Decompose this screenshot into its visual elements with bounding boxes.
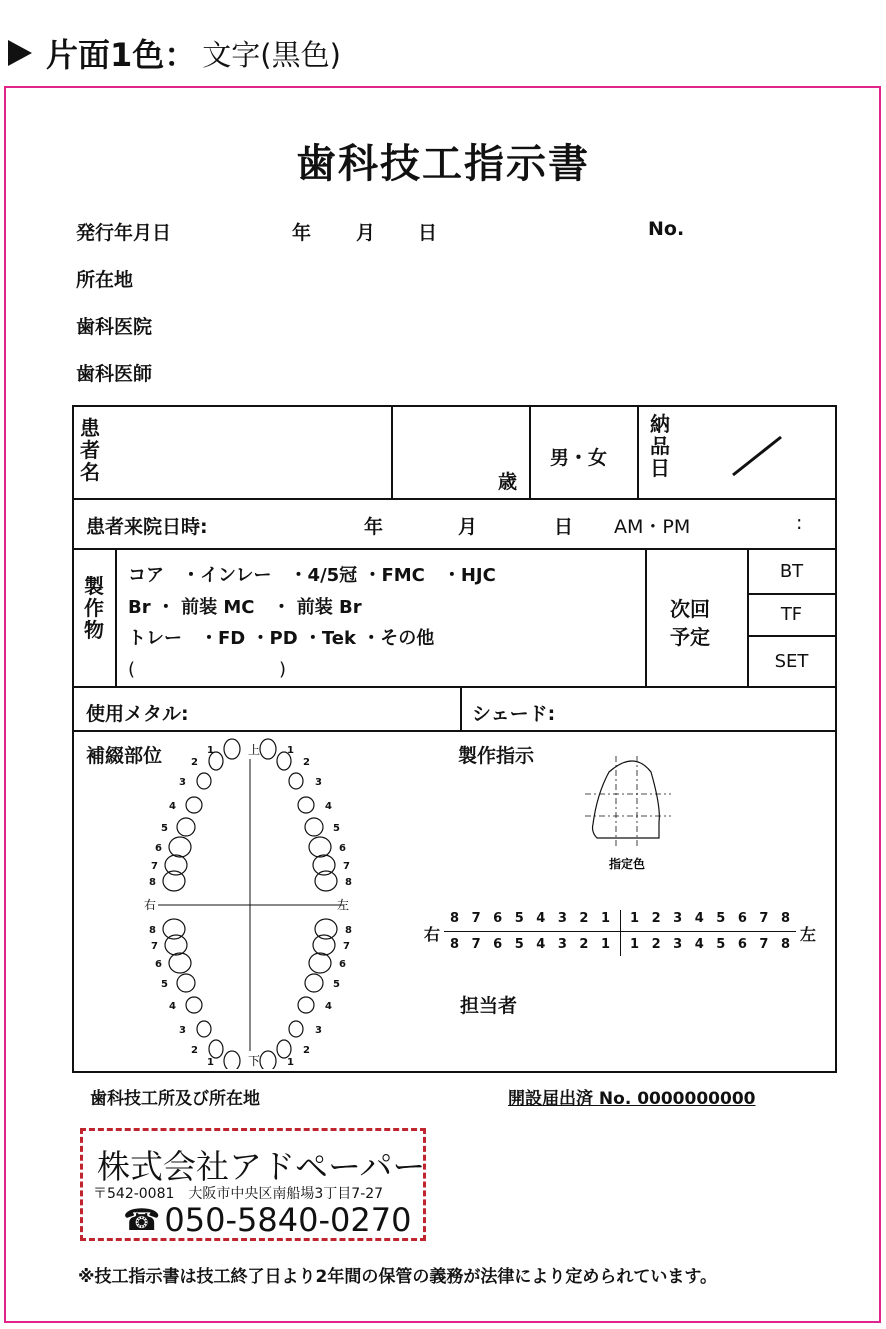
tooth-outline (305, 818, 323, 836)
tooth-number: 3 (557, 937, 567, 952)
tooth-number: 5 (716, 937, 726, 952)
number-label: No. (648, 218, 685, 240)
tooth-number: 4 (694, 911, 704, 926)
company-name: 株式会社アドペーパー (97, 1147, 426, 1186)
arch-tooth-number: 5 (333, 979, 340, 990)
tooth-outline (197, 773, 211, 789)
tooth-number: 2 (579, 911, 589, 926)
tooth-number: 6 (737, 937, 747, 952)
tooth-number: 4 (536, 911, 546, 926)
address-label: 所在地 (76, 269, 134, 291)
tooth-number: 2 (579, 937, 589, 952)
tooth-number: 6 (493, 937, 503, 952)
tooth-outline (309, 837, 331, 857)
arch-tooth-number: 6 (339, 959, 346, 970)
product-line-3: トレー ・FD ・PD ・Tek ・その他 (128, 628, 435, 649)
play-triangle-icon (8, 40, 32, 66)
arch-tooth-number: 2 (303, 1045, 310, 1056)
tooth-outline (165, 855, 187, 875)
metal-label: 使用メタル: (86, 703, 189, 725)
arch-tooth-number: 1 (207, 745, 214, 756)
registration-number: 開設届出済 No. 0000000000 (508, 1089, 756, 1109)
tooth-number: 1 (630, 911, 640, 926)
tooth-number: 8 (780, 911, 790, 926)
tooth-number: 5 (514, 911, 524, 926)
arch-tooth-number: 3 (315, 777, 322, 788)
tooth-number: 5 (716, 911, 726, 926)
arch-tooth-number: 8 (149, 925, 156, 936)
grid-left-label: 左 (800, 925, 817, 944)
technician-label: 担当者 (460, 995, 518, 1017)
heading-main: 片面1色： (46, 36, 197, 74)
arch-tooth-number: 1 (287, 745, 294, 756)
tooth-number: 2 (651, 911, 661, 926)
tooth-outline (289, 773, 303, 789)
tooth-number: 8 (450, 937, 460, 952)
tooth-number: 4 (536, 937, 546, 952)
tooth-outline (197, 1021, 211, 1037)
arch-tooth-number: 6 (155, 959, 162, 970)
time-colon: : (796, 512, 803, 534)
tooth-outline (165, 935, 187, 955)
tooth-number: 1 (600, 911, 610, 926)
tooth-number: 1 (600, 937, 610, 952)
shade-label: シェード: (472, 703, 556, 725)
crown-sketch (579, 752, 679, 872)
tooth-outline (260, 1051, 276, 1069)
company-address: 〒542-0081 大阪市中央区南船場3丁目7-27 (93, 1186, 384, 1202)
tooth-outline (260, 739, 276, 759)
tooth-outline (169, 953, 191, 973)
arch-tooth-number: 5 (161, 979, 168, 990)
issue-date-label: 発行年月日 (76, 222, 172, 244)
tooth-outline (186, 997, 202, 1013)
tooth-outline (298, 797, 314, 813)
tooth-number: 8 (450, 911, 460, 926)
phone-icon: ☎ (123, 1202, 161, 1238)
lab-address-label: 歯科技工所及び所在地 (90, 1089, 260, 1109)
tooth-number: 3 (673, 911, 683, 926)
arch-tooth-number: 7 (343, 941, 350, 952)
dental-chart-left: 左 (337, 898, 350, 912)
tooth-number: 7 (471, 911, 481, 926)
tooth-outline (169, 837, 191, 857)
tooth-outline (209, 1040, 223, 1058)
arch-tooth-number: 1 (287, 1057, 294, 1068)
tooth-outline (313, 855, 335, 875)
arch-tooth-number: 1 (207, 1057, 214, 1068)
arch-tooth-number: 5 (333, 823, 340, 834)
repair-site-label: 補綴部位 (86, 745, 163, 767)
tooth-number: 8 (780, 937, 790, 952)
arch-tooth-number: 2 (303, 757, 310, 768)
tooth-outline (305, 974, 323, 992)
dental-chart (134, 737, 434, 1069)
arch-tooth-number: 4 (169, 801, 176, 812)
arch-tooth-number: 8 (149, 877, 156, 888)
arch-tooth-number: 7 (151, 861, 158, 872)
company-tel: ☎ 050-5840-0270 (123, 1201, 412, 1239)
arch-tooth-number: 8 (345, 925, 352, 936)
tooth-number: 2 (651, 937, 661, 952)
product-label: 製 作 物 (84, 574, 104, 642)
tooth-outline (277, 1040, 291, 1058)
dental-chart-lower: 下 (248, 1054, 261, 1068)
arch-tooth-number: 5 (161, 823, 168, 834)
clinic-label: 歯科医院 (76, 316, 153, 338)
next-option-set: SET (774, 651, 809, 672)
tooth-outline (298, 997, 314, 1013)
arch-tooth-number: 7 (343, 861, 350, 872)
company-stamp (80, 1128, 426, 1241)
tooth-number: 5 (514, 937, 524, 952)
dental-chart-upper: 上 (248, 743, 261, 757)
arch-tooth-number: 7 (151, 941, 158, 952)
arch-tooth-number: 2 (191, 1045, 198, 1056)
tooth-number: 3 (557, 911, 567, 926)
tooth-outline (309, 953, 331, 973)
product-line-4: ( ) (128, 659, 287, 680)
delivery-date-label: 納 品 日 (650, 412, 670, 480)
arch-tooth-number: 2 (191, 757, 198, 768)
page-heading (8, 30, 341, 76)
arch-tooth-number: 4 (325, 801, 332, 812)
heading-sub: 文字(黒色) (202, 37, 341, 72)
tooth-outline (289, 1021, 303, 1037)
arch-tooth-number: 3 (179, 1025, 186, 1036)
tooth-number: 7 (759, 937, 769, 952)
arch-tooth-number: 4 (325, 1001, 332, 1012)
tooth-number: 7 (471, 937, 481, 952)
instruction-form-table (72, 405, 837, 1073)
form-title: 歯科技工指示書 (296, 141, 590, 187)
dental-chart-right: 右 (144, 898, 157, 912)
arch-tooth-number: 6 (155, 843, 162, 854)
visit-month-unit: 月 (458, 516, 478, 538)
tooth-number: 3 (673, 937, 683, 952)
grid-right-label: 右 (424, 925, 441, 944)
patient-name-label: 患 者 名 (80, 416, 100, 484)
tooth-outline (177, 818, 195, 836)
next-schedule-label-2: 予定 (670, 625, 710, 649)
instruction-label: 製作指示 (458, 745, 535, 767)
tooth-number: 1 (630, 937, 640, 952)
tooth-number: 6 (737, 911, 747, 926)
gender-choice: 男・女 (550, 447, 608, 469)
tooth-outline (224, 739, 240, 759)
issue-day-unit: 日 (418, 222, 438, 244)
arch-tooth-number: 6 (339, 843, 346, 854)
tooth-number: 6 (493, 911, 503, 926)
next-option-tf: TF (780, 604, 803, 625)
arch-tooth-number: 8 (345, 877, 352, 888)
visit-day-unit: 日 (554, 516, 574, 538)
next-option-bt: BT (779, 561, 804, 582)
tooth-number: 7 (759, 911, 769, 926)
next-schedule-label-1: 次回 (670, 597, 710, 621)
ampm-choice: AM・PM (614, 516, 691, 538)
arch-tooth-number: 4 (169, 1001, 176, 1012)
footer-note: ※技工指示書は技工終了日より2年間の保管の義務が法律により定められています。 (78, 1267, 717, 1287)
product-line-2: Br ・ 前装 MC ・ 前装 Br (128, 597, 362, 618)
issue-year-unit: 年 (292, 222, 312, 244)
dentist-label: 歯科医師 (76, 363, 153, 385)
tooth-number: 4 (694, 937, 704, 952)
arch-tooth-number: 3 (179, 777, 186, 788)
arch-tooth-number: 3 (315, 1025, 322, 1036)
visit-year-unit: 年 (364, 516, 384, 538)
tooth-outline (186, 797, 202, 813)
tooth-outline (224, 1051, 240, 1069)
date-slash-mark (729, 433, 789, 479)
shade-color-label: 指定色 (609, 857, 646, 871)
tooth-outline (177, 974, 195, 992)
age-suffix: 歳 (498, 471, 518, 493)
product-line-1: コア ・インレー ・4/5冠 ・FMC ・HJC (128, 565, 496, 586)
visit-label: 患者来院日時: (86, 516, 208, 538)
tooth-outline (313, 935, 335, 955)
issue-month-unit: 月 (356, 222, 376, 244)
